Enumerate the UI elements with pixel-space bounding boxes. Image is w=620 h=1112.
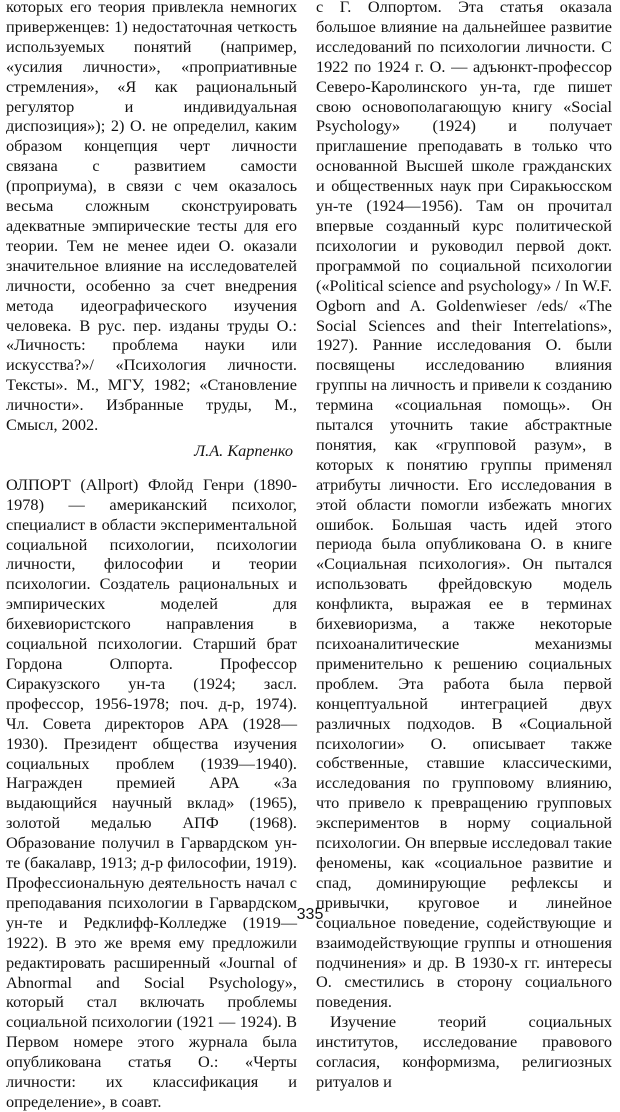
author-signature: Л.А. Карпенко: [194, 440, 293, 460]
right-column: [316, 0, 612, 1092]
left-column: [6, 0, 297, 1112]
paragraph-floyd-allport-entry: ОЛПОРТ (Allport) Флойд Генри (1890-1978) — американский психолог, специалист в области экспериментальной социальной психологии, психологии личности, философии и теории психологии. Создатель рациональных и эмпирических моделей для бихевиористского направления в социальной психологии. Старший брат Гордона Олпорта. Профессор Сиракузского ун-та (1924; засл. профессор, 1956-1978; поч. д-р, 1974). Чл. Совета директоров АРА (1928—1930). Президент общества изучения социальных проблем (1939—1940). Награжден премией АРА «За выдающийся научный вклад» (1965), золотой медалью АПФ (1968). Образование получил в Гарвардском ун-те (бакалавр, 1913; д-р философии, 1919). Профессиональную деятельность начал с преподавания психологии в Гарвардском ун-те и Редклифф-Колледже (1919—1922). В это же время ему предложили редактировать расширенный «Journal of Abnormal and Social Psychology», который стал включать проблемы социальной психологии (1921 — 1924). В Первом номере этого журнала была опубликована статья О.: «Черты личности: их классификация и определение», в соавт.: [6, 474, 297, 1111]
paragraph-gordon-allport-end: которых его теория привлекла немногих приверженцев: 1) недостаточная четкость используемых понятий (например, «усилия личности», «проприативные стремления», «Я как рациональный регулятор и индивидуальная диспозиция»); 2) О. не определил, каким образом концепция черт личности связана с развитием самости (проприума), в связи с чем оказалось весьма сложным сконструировать адекватные эмпирические тесты для его теории. Тем не менее идеи О. оказали значительное влияние на исследователей личности, особенно за счет внедрения метода идеографического изучения человека. В рус. пер. изданы труды О.: «Личность: проблема науки или искусства?»/ «Психология личности. Тексты». М., МГУ, 1982; «Становление личности». Избранные труды, М., Смысл, 2002.: [6, 0, 297, 435]
paragraph-social-institutions: Изучение теорий социальных институтов, исследование правового согласия, конформизма, религиозных ритуалов и: [316, 1012, 612, 1091]
page-number: 335: [296, 906, 324, 923]
paragraph-floyd-allport-continued: с Г. Олпортом. Эта статья оказала большое влияние на дальнейшее развитие исследований по психологии личности. С 1922 по 1924 г. О. — адъюнкт-профессор Северо-Каролинского ун-та, где пишет свою основополагающую книгу «Social Psychology» (1924) и получает приглашение преподавать в только что основанной Высшей школе гражданских и общественных наук при Сиракьюсском ун-те (1924—1956). Там он прочитал впервые созданный курс политической психологии и руководил первой докт. программой по социальной психологии («Political science and psychology» / In W.F. Ogborn and A. Goldenwieser /eds/ «The Social Sciences and their Interrelations», 1927). Ранние исследования О. были посвящены исследованию влияния группы на личность и привели к созданию термина «социальная помощь». Он пытался уточнить такие абстрактные понятия, как «групповой разум», в которых к понятию группы применял атрибуты личности. Его исследования в этой области помогли избежать многих ошибок. Большая часть идей этого периода была опубликована О. в книге «Социальная психология». Он пытался использовать фрейдовскую модель конфликта, выражая ее в терминах бихевиоризма, а также некоторые психоаналитические механизмы применительно к решению социальных проблем. Эта работа была первой концептуальной интеграцией двух различных подходов. В «Социальной психологии» О. описывает также собственные, ставшие классическими, исследования по групповому влиянию, что привело к превращению групповых экспериментов в норму социальной психологии. Он впервые исследовал такие феномены, как «социальное развитие и спад, доминирующие рефлексы и привычки, круговое и линейное социальное поведение, содействующие и взаимодействующие группы и отношения подчинения» и др. В 1930-х гг. интересы О. сместились в сторону социального поведения.: [316, 0, 612, 1012]
